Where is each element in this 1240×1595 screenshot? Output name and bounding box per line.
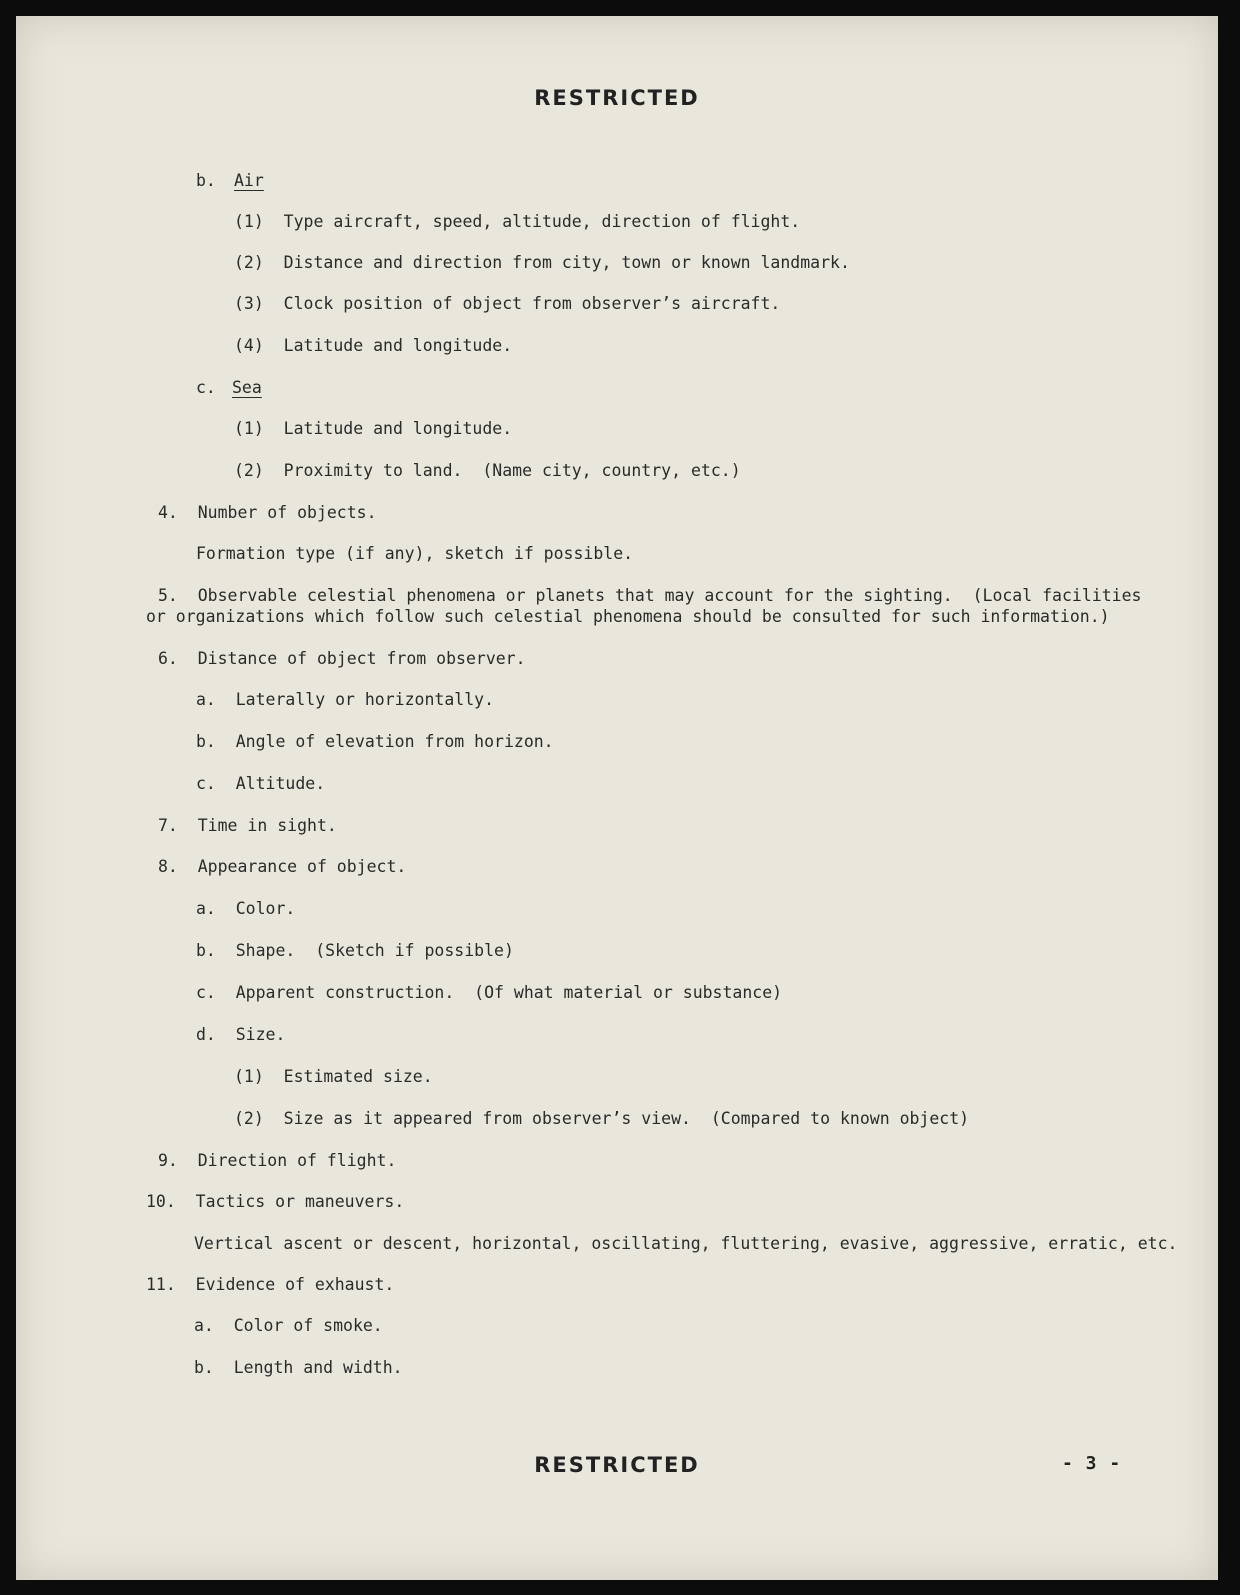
item-7: 7. Time in sight. [158,816,337,835]
item-6-c: c. Altitude. [196,774,326,793]
classification-footer: RESTRICTED [534,1453,700,1477]
item-11-b: b. Length and width. [194,1358,403,1377]
classification-header: RESTRICTED [534,86,700,110]
item-8-b: b. Shape. (Sketch if possible) [196,941,514,960]
item-6: 6. Distance of object from observer. [158,649,526,668]
item-8-a: a. Color. [196,899,296,918]
item-6-a: a. Laterally or horizontally. [196,690,495,709]
air-item-1: (1) Type aircraft, speed, altitude, direction of flight. [234,212,801,231]
air-item-2: (2) Distance and direction from city, town or known landmark. [234,253,850,272]
section-c-title: Sea [232,378,262,397]
item-6-b: b. Angle of elevation from horizon. [196,732,554,751]
item-8-d-2: (2) Size as it appeared from observer’s view. (Compared to known object) [234,1109,970,1128]
document-page [16,16,1218,1580]
air-item-4: (4) Latitude and longitude. [234,336,513,355]
item-10-sub: Vertical ascent or descent, horizontal, oscillating, fluttering, evasive, aggressive, erratic, etc. [194,1234,1178,1253]
item-11-a: a. Color of smoke. [194,1316,383,1335]
item-10: 10. Tactics or maneuvers. [146,1192,405,1211]
item-8: 8. Appearance of object. [158,857,407,876]
item-8-d: d. Size. [196,1025,286,1044]
section-b-title: Air [234,171,264,190]
document-body [16,16,1218,1580]
sea-item-2: (2) Proximity to land. (Name city, country, etc.) [234,461,741,480]
section-c-label: c. [196,378,216,397]
sea-item-1: (1) Latitude and longitude. [234,419,513,438]
section-b-label: b. [196,171,216,190]
item-4: 4. Number of objects. [158,503,377,522]
item-11: 11. Evidence of exhaust. [146,1275,395,1294]
item-9: 9. Direction of flight. [158,1151,397,1170]
item-8-c: c. Apparent construction. (Of what material or substance) [196,983,783,1002]
item-8-d-1: (1) Estimated size. [234,1067,433,1086]
item-4-sub: Formation type (if any), sketch if possible. [196,544,634,563]
item-5-line-2: or organizations which follow such celestial phenomena should be consulted for such information.) [146,607,1110,626]
item-5-line-1: 5. Observable celestial phenomena or planets that may account for the sighting. (Local facilities [158,586,1142,605]
air-item-3: (3) Clock position of object from observer’s aircraft. [234,294,781,313]
page-number: - 3 - [1062,1453,1122,1474]
